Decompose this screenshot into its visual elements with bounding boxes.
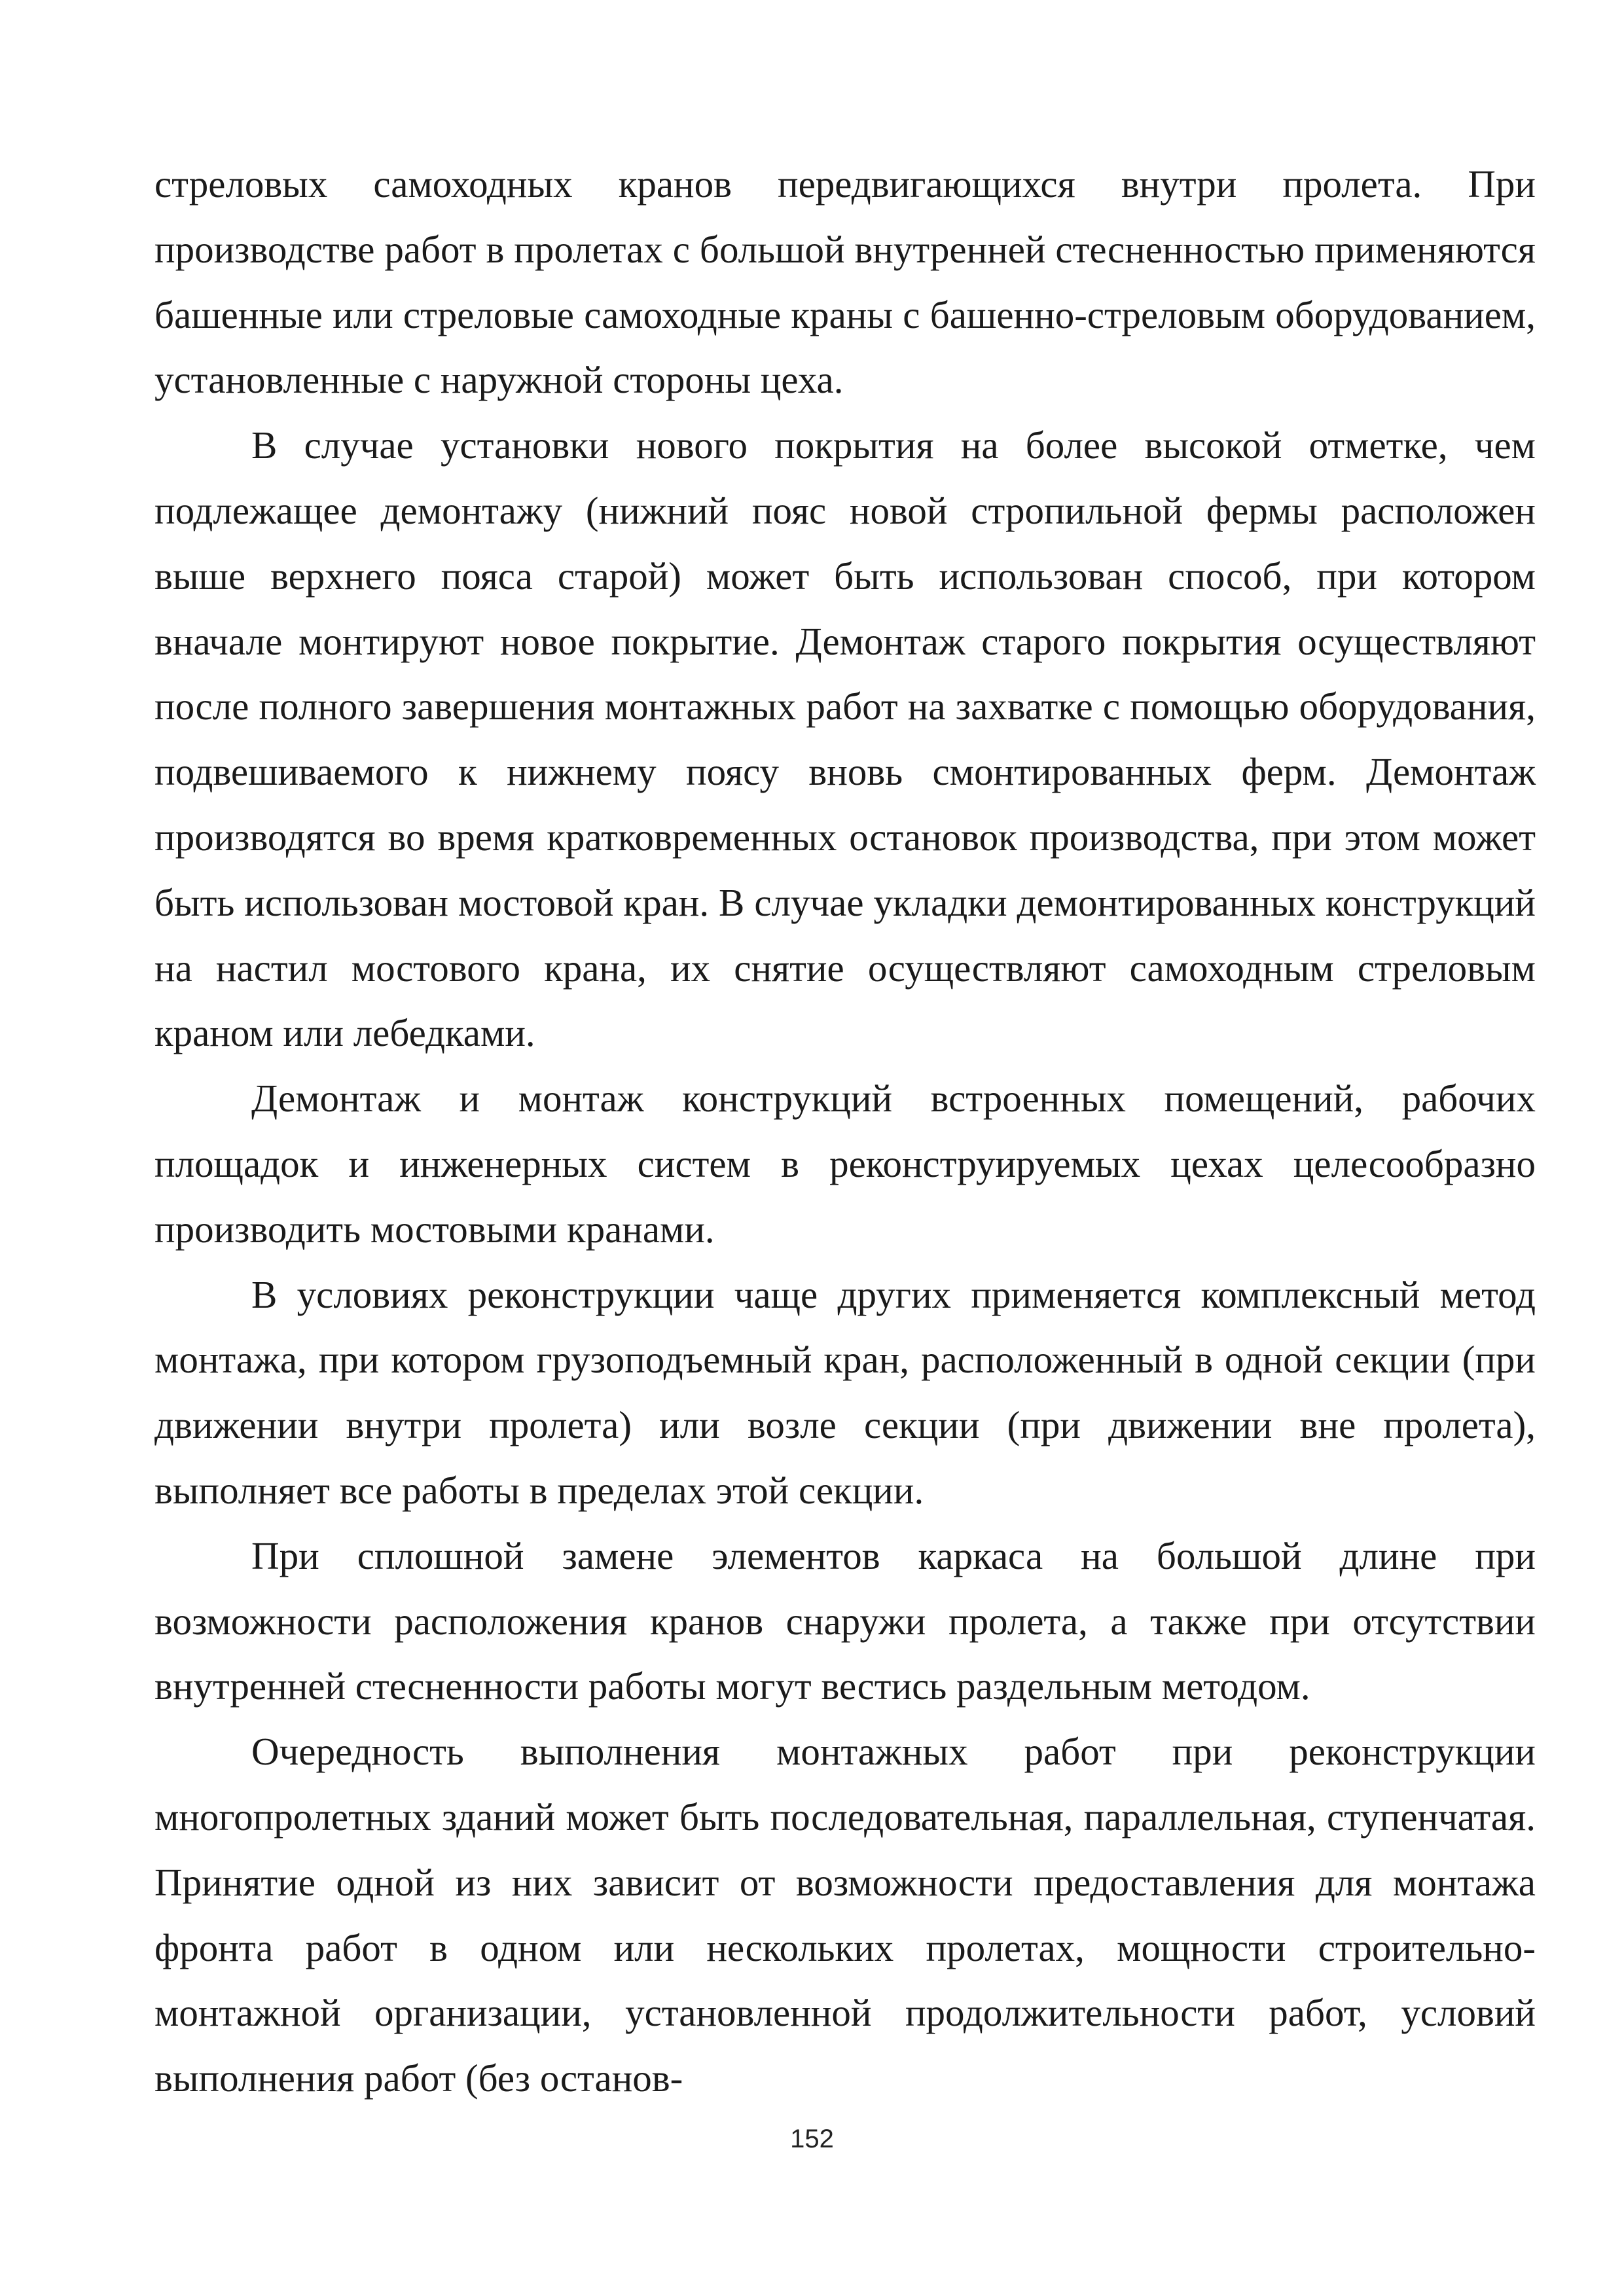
- body-text: [154, 152, 1536, 2111]
- paragraph-work-sequence: Очередность выполнения монтажных работ при реконструкции многопролетных зданий может быть последовательная, параллельная, ступенчатая. Принятие одной из них зависит от возможности предоставления для монтажа фронта работ в одном или нескольких пролетах, мощности строительно-монтажной организации, установленной продолжительности работ, условий выполнения работ (без останов-: [154, 1730, 1536, 2100]
- paragraph-built-in-structures: Демонтаж и монтаж конструкций встроенных помещений, рабочих площадок и инженерных систем в реконструируемых цехах целесообразно производить мостовыми кранами.: [154, 1077, 1536, 1251]
- paragraph-continuation: стреловых самоходных кранов передвигающихся внутри пролета. При производстве работ в пролетах с большой внутренней стесненностью применяются башенные или стреловые самоходные краны с башенно-стреловым оборудованием, установленные с наружной стороны цеха.: [154, 162, 1536, 402]
- paragraph-separate-method: При сплошной замене элементов каркаса на большой длине при возможности расположения кранов снаружи пролета, а также при отсутствии внутренней стесненности работы могут вестись раздельным методом.: [154, 1534, 1536, 1708]
- paragraph-complex-method: В условиях реконструкции чаще других применяется комплексный метод монтажа, при котором грузоподъемный кран, расположенный в одной секции (при движении внутри пролета) или возле секции (при движении вне пролета), выполняет все работы в пределах этой секции.: [154, 1272, 1536, 1512]
- paragraph-new-roof-installation: В случае установки нового покрытия на более высокой отметке, чем подлежащее демонтажу (нижний пояс новой стропильной фермы расположен выше верхнего пояса старой) может быть использован способ, при котором вначале монтируют новое покрытие. Демонтаж старого покрытия осуществляют после полного завершения монтажных работ на захватке с помощью оборудования, подвешиваемого к нижнему поясу вновь смонтированных ферм. Демонтаж производятся во время кратковременных остановок производства, при этом может быть использован мостовой кран. В случае укладки демонтированных конструкций на настил мостового крана, их снятие осуществляют самоходным стреловым краном или лебедками.: [154, 423, 1536, 1055]
- page-number: 152: [790, 2125, 834, 2153]
